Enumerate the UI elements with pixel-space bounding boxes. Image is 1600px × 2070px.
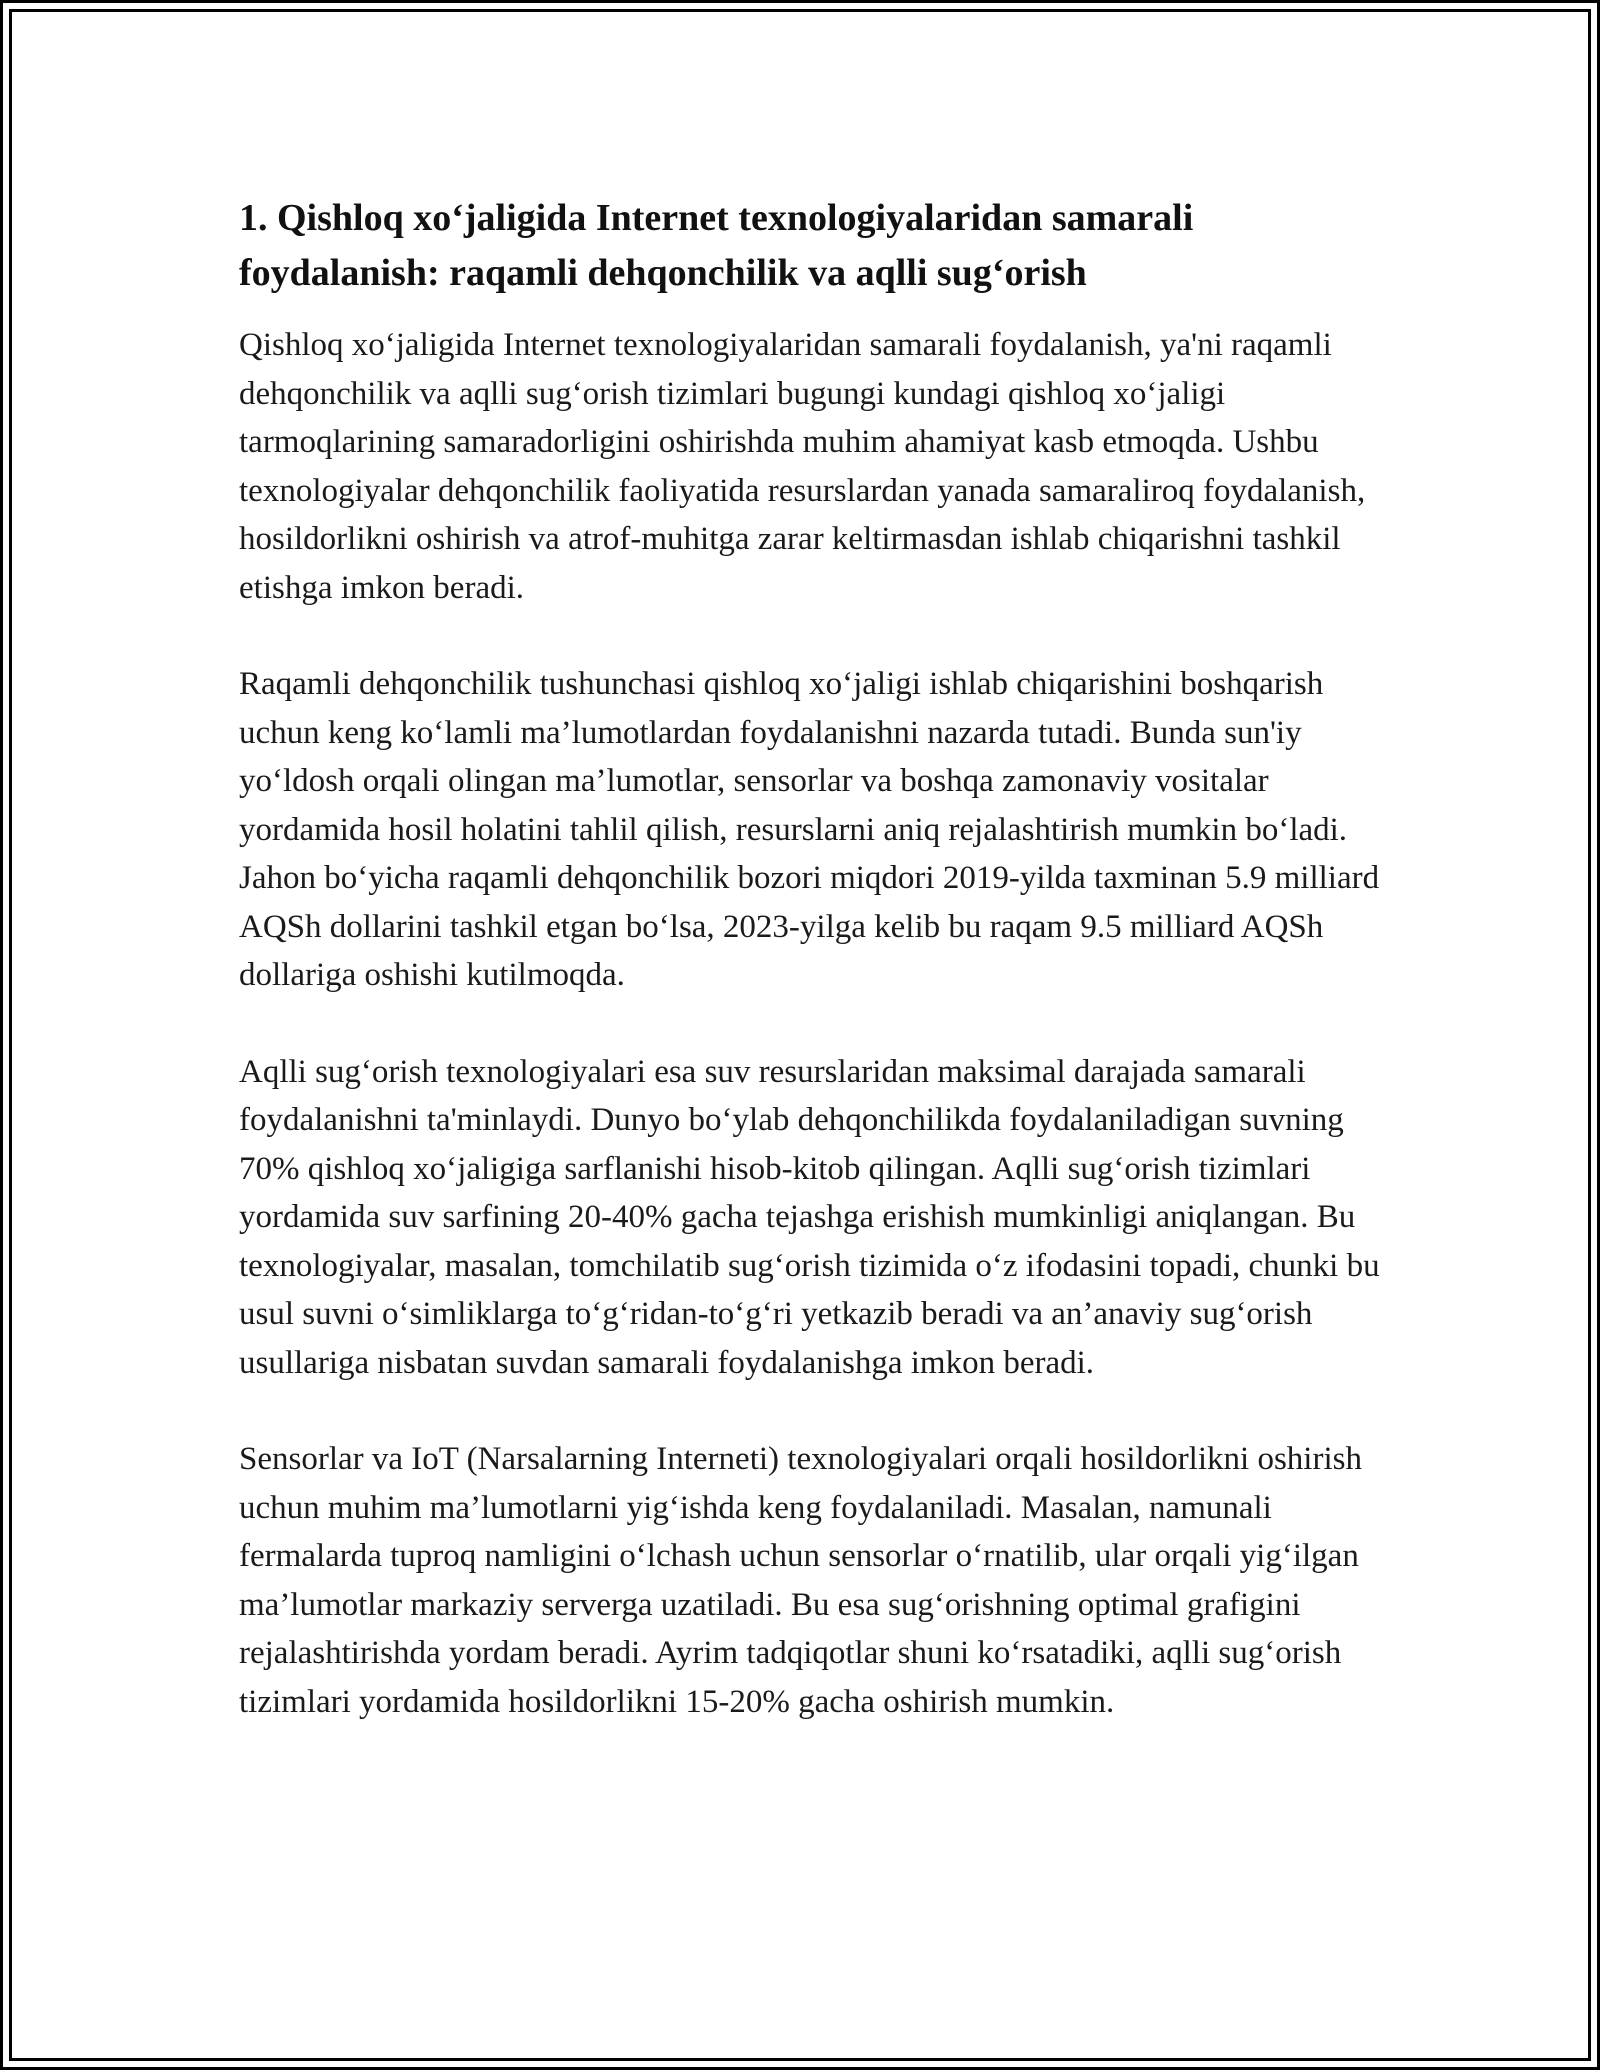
section-heading: 1. Qishloq xo‘jaligida Internet texnologiyalaridan samarali foydalanish: raqamli dehqonchilik va aqlli sug‘orish (239, 197, 1194, 294)
paragraph-sensors-iot: Sensorlar va IoT (Narsalarning Interneti) texnologiyalari orqali hosildorlikni oshirish uchun muhim ma’lumotlarni yig‘ishda keng foydalaniladi. Masalan, namunali fermalarda tuproq namligini o‘lchash uchun sensorlar o‘rnatilib, ular orqali yig‘ilgan ma’lumotlar markaziy serverga uzatiladi. Bu esa sug‘orishning optimal grafigini rejalashtirishda yordam beradi. Ayrim tadqiqotlar shuni ko‘rsatadiki, aqlli sug‘orish tizimlari yordamida hosildorlikni 15-20% gacha oshirish mumkin. (239, 1441, 1362, 1720)
paragraph-digital-farming: Raqamli dehqonchilik tushunchasi qishloq xo‘jaligi ishlab chiqarishini boshqarish uchun keng ko‘lamli ma’lumotlardan foydalanishni nazarda tutadi. Bunda sun'iy yo‘ldosh orqali olingan ma’lumotlar, sensorlar va boshqa zamonaviy vositalar yordamida hosil holatini tahlil qilish, resurslarni aniq rejalashtirish mumkin bo‘ladi. Jahon bo‘yicha raqamli dehqonchilik bozori miqdori 2019-yilda taxminan 5.9 milliard AQSh dollarini tashkil etgan bo‘lsa, 2023-yilga kelib bu raqam 9.5 milliard AQSh dollariga oshishi kutilmoqda. (239, 666, 1380, 993)
paragraph-intro: Qishloq xo‘jaligida Internet texnologiyalaridan samarali foydalanish, ya'ni raqamli dehqonchilik va aqlli sug‘orish tizimlari bugungi kundagi qishloq xo‘jaligi tarmoqlarining samaradorligini oshirishda muhim ahamiyat kasb etmoqda. Ushbu texnologiyalar dehqonchilik faoliyatida resurslardan yanada samaraliroq foydalanish, hosildorlikni oshirish va atrof-muhitga zarar keltirmasdan ishlab chiqarishni tashkil etishga imkon beradi. (239, 327, 1366, 606)
paragraph-smart-irrigation: Aqlli sug‘orish texnologiyalari esa suv resurslaridan maksimal darajada samarali foydalanishni ta'minlaydi. Dunyo bo‘ylab dehqonchilikda foydalaniladigan suvning 70% qishloq xo‘jaligiga sarflanishi hisob-kitob qilingan. Aqlli sug‘orish tizimlari yordamida suv sarfining 20-40% gacha tejashga erishish mumkinligi aniqlangan. Bu texnologiyalar, masalan, tomchilatib sug‘orish tizimida o‘z ifodasini topadi, chunki bu usul suvni o‘simliklarga to‘g‘ridan-to‘g‘ri yetkazib beradi va an’anaviy sug‘orish usullariga nisbatan suvdan samarali foydalanishga imkon beradi. (239, 1053, 1380, 1381)
document-body (239, 191, 1389, 1726)
